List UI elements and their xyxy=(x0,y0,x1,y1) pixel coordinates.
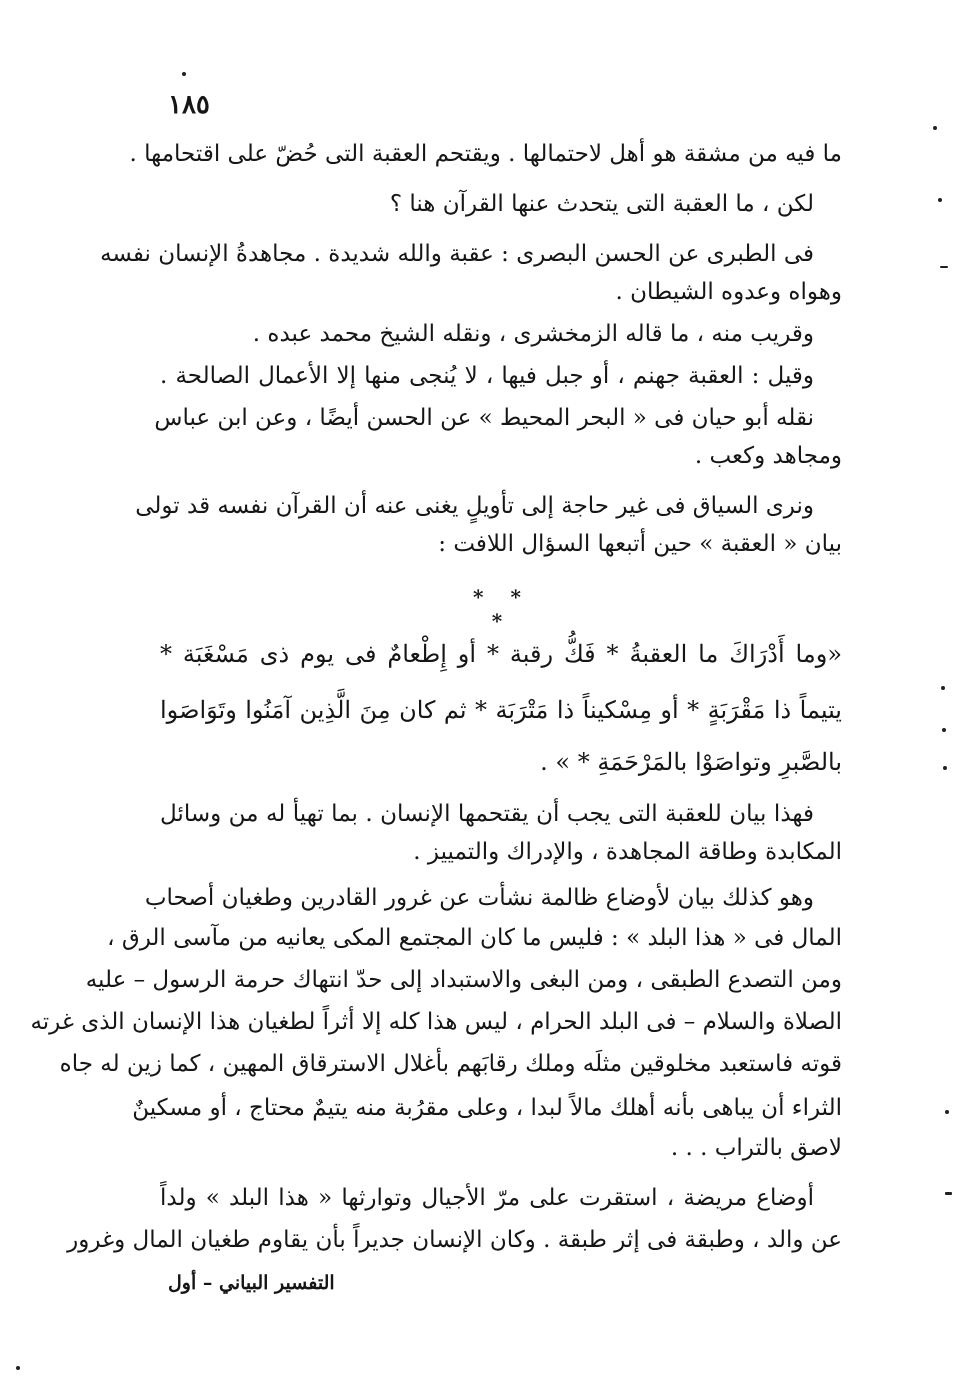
verse-line: بالصَّبرِ وتواصَوْا بالمَرْحَمَةِ * » . xyxy=(540,748,842,776)
text-line: المال فى « هذا البلد » : فليس ما كان المجتمع المكى يعانيه من مآسى الرق ، xyxy=(107,925,842,951)
ink-speck xyxy=(945,1192,952,1195)
ink-speck xyxy=(938,198,942,202)
text-line: فهذا بيان للعقبة التى يجب أن يقتحمها الإنسان . بما تهيأ له من وسائل xyxy=(160,801,814,827)
ink-speck xyxy=(945,1110,949,1114)
text-line: الثراء أن يباهى بأنه أهلك مالاً لبدا ، وعلى مقرُبة منه يتيمٌ محتاج ، أو مسكينٌ xyxy=(132,1095,842,1121)
ink-speck xyxy=(942,728,946,732)
ink-speck xyxy=(16,1366,20,1370)
ink-speck xyxy=(940,266,948,268)
section-separator: * * * xyxy=(473,585,531,633)
text-line: وهواه وعدوه الشيطان . xyxy=(615,279,842,305)
text-line: بيان « العقبة » حين أتبعها السؤال اللافت : xyxy=(438,531,842,557)
text-line: الصلاة والسلام – فى البلد الحرام ، ليس هذا كله إلا أثراً لطغيان هذا الإنسان الذى غرته xyxy=(30,1009,842,1035)
ink-speck xyxy=(933,126,937,130)
text-line: لاصق بالتراب . . . xyxy=(670,1135,842,1161)
text-line: ونرى السياق فى غير حاجة إلى تأويلٍ يغنى عنه أن القرآن نفسه قد تولى xyxy=(135,493,814,519)
text-line: أوضاع مريضة ، استقرت على مرّ الأجيال وتوارثها « هذا البلد » ولداً xyxy=(160,1185,814,1211)
text-line: ومجاهد وكعب . xyxy=(694,443,842,469)
text-line: نقله أبو حيان فى « البحر المحيط » عن الحسن أيضًا ، وعن ابن عباس xyxy=(154,405,814,431)
text-line: ما فيه من مشقة هو أهل لاحتمالها . ويقتحم العقبة التى حُضّ على اقتحامها . xyxy=(129,141,842,167)
book-title-footer: التفسير البياني – أول xyxy=(168,1272,335,1294)
ink-speck xyxy=(941,686,945,690)
verse-line: «وما أَدْرَاكَ ما العقبةُ * فَكُّ رقبة * أو إِطْعامٌ فى يوم ذى مَسْغَبَة * xyxy=(160,640,842,668)
text-line: وهو كذلك بيان لأوضاع ظالمة نشأت عن غرور القادرين وطغيان أصحاب xyxy=(144,885,814,911)
text-line: فى الطبرى عن الحسن البصرى : عقبة والله شديدة . مجاهدةُ الإنسان نفسه xyxy=(100,241,814,267)
text-line: لكن ، ما العقبة التى يتحدث عنها القرآن هنا ؟ xyxy=(389,191,814,217)
page-number: ١٨٥ xyxy=(168,90,210,120)
text-line: ومن التصدع الطبقى ، ومن البغى والاستبداد إلى حدّ انتهاك حرمة الرسول – عليه xyxy=(85,967,842,993)
text-line: عن والد ، وطبقة فى إثر طبقة . وكان الإنسان جديراً بأن يقاوم طغيان المال وغرور xyxy=(67,1227,842,1253)
ink-speck xyxy=(182,72,186,76)
text-line: قوته فاستعبد مخلوقين مثلَه وملك رقابَهم بأغلال الاسترقاق المهين ، كما زين له جاه xyxy=(59,1051,842,1077)
verse-line: يتيماً ذا مَقْرَبَةٍ * أو مِسْكيناً ذا مَتْرَبَة * ثم كان مِنَ الَّذِين آمَنُوا وتَوَاصَوا xyxy=(160,696,842,724)
text-line: وقريب منه ، ما قاله الزمخشرى ، ونقله الشيخ محمد عبده . xyxy=(252,321,814,347)
text-line: المكابدة وطاقة المجاهدة ، والإدراك والتمييز . xyxy=(413,839,842,865)
text-line: وقيل : العقبة جهنم ، أو جبل فيها ، لا يُنجى منها إلا الأعمال الصالحة . xyxy=(160,363,814,389)
ink-speck xyxy=(943,766,947,770)
